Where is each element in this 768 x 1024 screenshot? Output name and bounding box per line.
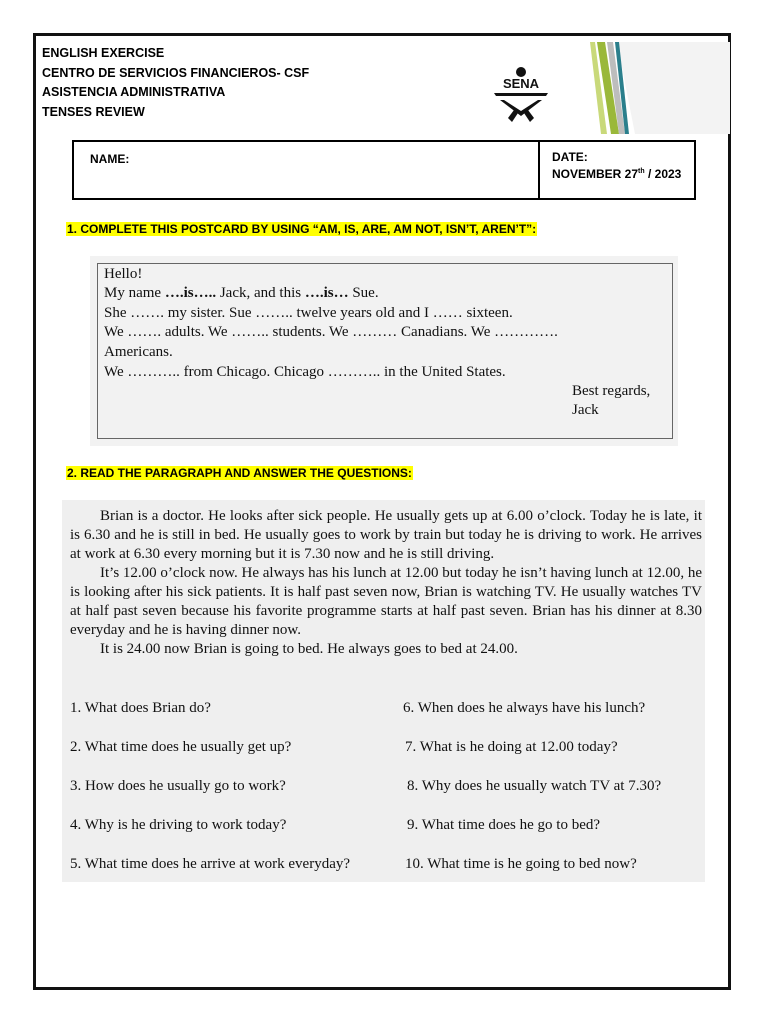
header-line: ASISTENCIA ADMINISTRATIVA [42,85,226,99]
date-suffix: th [638,168,645,175]
text-fragment: Sue. [348,285,379,301]
header-stripes-graphic [555,42,730,134]
postcard-line: We ……. adults. We …….. students. We ……… Canadians. We …………. [104,324,558,340]
answer-is: ….is….. [164,285,217,301]
postcard-line [104,284,379,304]
postcard [97,263,673,439]
question-item: 6. When does he always have his lunch? [403,700,646,716]
text-fragment: My name [104,285,165,301]
postcard-closing: Best regards, [572,383,651,399]
question-item: 3. How does he usually go to work? [70,778,286,794]
date-label: DATE: [552,150,588,164]
paragraph-3: It is 24.00 now Brian is going to bed. He always goes to bed at 24.00. [100,641,518,657]
postcard-line: We ……….. from Chicago. Chicago ……….. in the United States. [104,364,506,380]
text-fragment: Jack, and this [216,285,305,301]
document-header [42,44,309,122]
section1-title: 1. COMPLETE THIS POSTCARD BY USING “AM, IS, ARE, AM NOT, ISN’T, AREN’T”: [67,222,537,236]
sena-logo-text: SENA [502,76,540,91]
date-cell [538,142,696,198]
postcard-line: Americans. [104,344,173,360]
section2-title: 2. READ THE PARAGRAPH AND ANSWER THE QUESTIONS: [67,466,412,480]
paragraph-1: Brian is a doctor. He looks after sick people. He usually gets up at 6.00 o’clock. Today he is late, it is 6.30 and he is still in bed. He usually goes to work by train but today he is driving to work. He arrives at work at 6.30 every morning but it is 7.30 now and he is still driving. [70,508,702,562]
header-line: ENGLISH EXERCISE [42,46,165,60]
question-item: 9. What time does he go to bed? [407,817,601,833]
reading-paragraph [70,507,702,659]
sena-logo [490,66,552,126]
question-item: 5. What time does he arrive at work everyday? [70,856,351,872]
question-item: 8. Why does he usually watch TV at 7.30? [407,778,662,794]
question-item: 4. Why is he driving to work today? [70,817,287,833]
name-label: NAME: [90,152,130,166]
date-value [552,167,681,181]
postcard-greeting: Hello! [104,266,143,282]
question-item: 2. What time does he usually get up? [70,739,292,755]
postcard-line: She ……. my sister. Sue …….. twelve years old and I …… sixteen. [104,305,513,321]
date-tail: / 2023 [644,167,682,181]
header-line: TENSES REVIEW [42,104,145,119]
name-date-table [72,140,696,200]
header-line: CENTRO DE SERVICIOS FINANCIEROS- CSF [42,65,310,80]
date-prefix: NOVEMBER 27 [552,167,639,181]
question-item: 1. What does Brian do? [70,700,211,716]
question-item: 7. What is he doing at 12.00 today? [405,739,618,755]
postcard-signature: Jack [572,402,599,418]
answer-is: ….is… [304,285,349,301]
paragraph-2: It’s 12.00 o’clock now. He always has his lunch at 12.00 but today he isn’t having lunch at 12.00, he is looking after his sick patients. It is half past seven now, Brian is watching TV. He usually watches TV at half past seven because his favorite programme starts at half past seven. Brian has his dinner at 8.30 everyday and he is having dinner now. [70,565,702,638]
question-item: 10. What time is he going to bed now? [405,856,637,872]
